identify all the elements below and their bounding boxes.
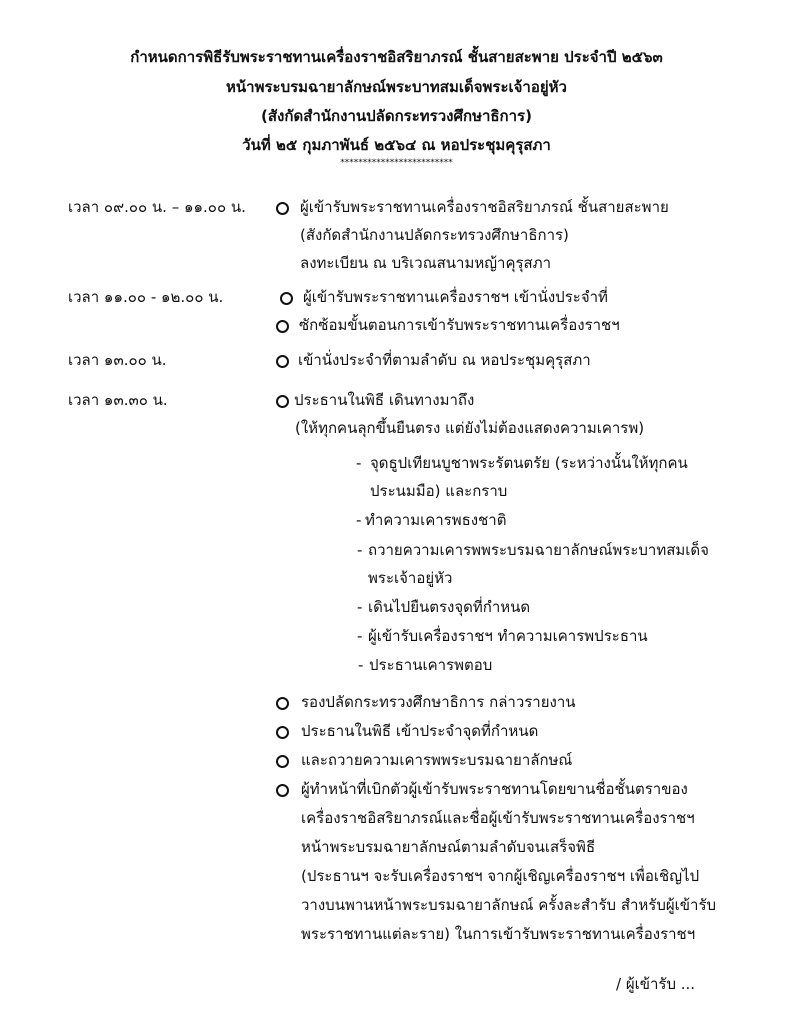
dash: - <box>358 656 364 674</box>
time-label: เวลา ๑๓.๓๐ น. <box>68 391 168 409</box>
schedule-item: ประธานในพิธี เดินทางมาถึง <box>294 391 475 409</box>
schedule-item: ผู้เข้ารับพระราชทานเครื่องราชอิสริยาภรณ์ ชั้นสายสะพาย <box>300 198 669 216</box>
time-label: เวลา ๐๙.๐๐ น. – ๑๑.๐๐ น. <box>68 198 246 216</box>
schedule-item-cont: ลงทะเบียน ณ บริเวณสนามหญ้าคุรุสภา <box>300 254 552 272</box>
bullet-circle-icon <box>276 395 289 408</box>
bullet-circle-icon <box>276 755 289 768</box>
step-item-cont: พระเจ้าอยู่หัว <box>368 569 453 587</box>
bullet-circle-icon <box>276 697 289 710</box>
step-item: ถวายความเคารพพระบรมฉายาลักษณ์พระบาทสมเด็จ <box>368 541 709 559</box>
schedule-item: ผู้ทำหน้าที่เบิกตัวผู้เข้ารับพระราชทานโดยขานชื่อชั้นตราของ <box>301 780 688 798</box>
title-line-4: วันที่ ๒๕ กุมภาพันธ์ ๒๕๖๔ ณ หอประชุมคุรุสภา <box>242 136 551 154</box>
step-item: ประธานเคารพตอบ <box>369 656 493 674</box>
separator: ************************* <box>340 158 453 168</box>
schedule-item: ซักซ้อมขั้นตอนการเข้ารับพระราชทานเครื่องราชฯ <box>299 316 620 334</box>
schedule-item-cont: วางบนพานหน้าพระบรมฉายาลักษณ์ ครั้งละสำรับ สำหรับผู้เข้ารับ <box>301 896 717 914</box>
bullet-circle-icon <box>276 726 289 739</box>
title-line-1: กำหนดการพิธีรับพระราชทานเครื่องราชอิสริยาภรณ์ ชั้นสายสะพาย ประจำปี ๒๕๖๓ <box>130 48 663 66</box>
dash: - <box>356 511 362 529</box>
schedule-item-cont: (ประธานฯ จะรับเครื่องราชฯ จากผู้เชิญเครื่องราชฯ เพื่อเชิญไป <box>301 867 700 885</box>
title-line-2: หน้าพระบรมฉายาลักษณ์พระบาทสมเด็จพระเจ้าอยู่หัว <box>226 78 567 96</box>
step-item-cont: ประนมมือ) และกราบ <box>370 482 508 500</box>
title-line-3: (สังกัดสำนักงานปลัดกระทรวงศึกษาธิการ) <box>261 107 532 125</box>
bullet-circle-icon <box>280 292 293 305</box>
schedule-item: และถวายความเคารพพระบรมฉายาลักษณ์ <box>301 751 573 769</box>
continued-note: / ผู้เข้ารับ ... <box>616 975 696 993</box>
step-item: ผู้เข้ารับเครื่องราชฯ ทำความเคารพประธาน <box>368 627 648 645</box>
bullet-circle-icon <box>276 320 289 333</box>
step-item: จุดธูปเทียนบูชาพระรัตนตรัย (ระหว่างนั้นให้ทุกคน <box>370 454 688 472</box>
dash: - <box>357 598 363 616</box>
bullet-circle-icon <box>276 355 289 368</box>
dash: - <box>357 627 363 645</box>
schedule-item: ประธานในพิธี เข้าประจำจุดที่กำหนด <box>301 722 539 740</box>
schedule-item-cont: (สังกัดสำนักงานปลัดกระทรวงศึกษาธิการ) <box>300 226 569 244</box>
schedule-item: ผู้เข้ารับพระราชทานเครื่องราชฯ เข้านั่งประจำที่ <box>303 288 608 306</box>
schedule-note: (ให้ทุกคนลุกขึ้นยืนตรง แต่ยังไม่ต้องแสดงความเคารพ) <box>295 419 645 437</box>
dash: - <box>356 454 362 472</box>
dash: - <box>357 541 363 559</box>
schedule-item: เข้านั่งประจำที่ตามลำดับ ณ หอประชุมคุรุสภา <box>298 351 591 369</box>
schedule-item-cont: เครื่องราชอิสริยาภรณ์และชื่อผู้เข้ารับพระราชทานเครื่องราชฯ <box>301 809 695 827</box>
bullet-circle-icon <box>276 784 289 797</box>
bullet-circle-icon <box>276 202 289 215</box>
schedule-item-cont: หน้าพระบรมฉายาลักษณ์ตามลำดับจนเสร็จพิธี <box>301 838 596 856</box>
time-label: เวลา ๑๑.๐๐ - ๑๒.๐๐ น. <box>68 288 224 306</box>
step-item: เดินไปยืนตรงจุดที่กำหนด <box>368 598 531 616</box>
step-item: ทำความเคารพธงชาติ <box>365 511 507 529</box>
time-label: เวลา ๑๓.๐๐ น. <box>68 351 167 369</box>
schedule-item-cont: พระราชทานแต่ละราย) ในการเข้ารับพระราชทานเครื่องราชฯ <box>301 925 696 943</box>
schedule-item: รองปลัดกระทรวงศึกษาธิการ กล่าวรายงาน <box>301 693 576 711</box>
